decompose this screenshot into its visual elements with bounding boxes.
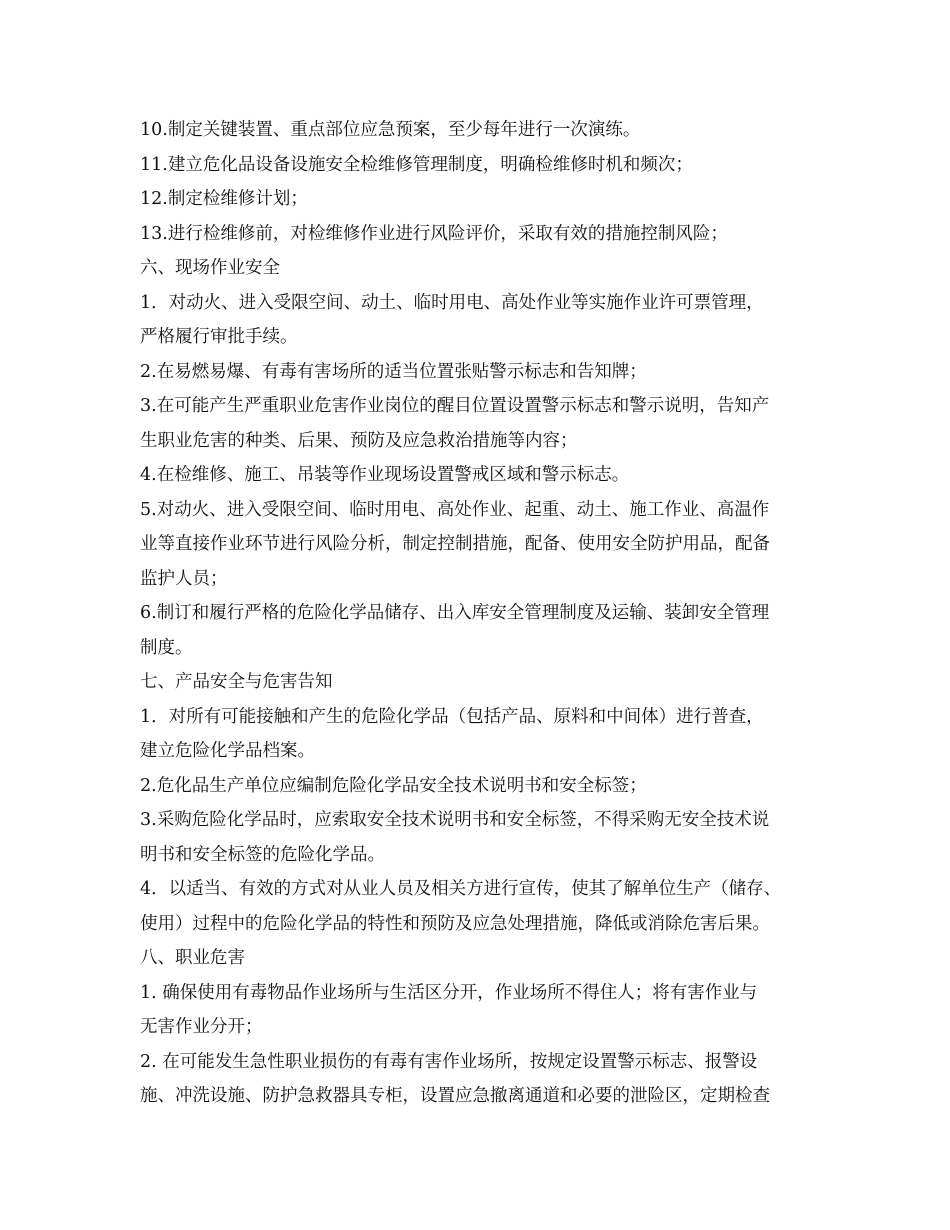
text-line-10: 生职业危害的种类、后果、预防及应急救治措施等内容； — [140, 430, 578, 451]
text-line-16: 制度。 — [140, 637, 193, 658]
text-line-29: 施、冲洗设施、防护急救器具专柜，设置应急撤离通道和必要的泄险区，定期检查 — [140, 1086, 770, 1106]
text-line-26: 1. 确保使用有毒物品作业场所与生活区分开，作业场所不得住人；将有害作业与 — [140, 982, 758, 1003]
text-line-7: 严格履行审批手续。 — [140, 327, 298, 347]
text-line-12: 5.对动火、进入受限空间、临时用电、高处作业、起重、动土、施工作业、高温作 — [140, 499, 770, 520]
text-line-27: 无害作业分开； — [140, 1017, 263, 1037]
text-line-21: 3.采购危险化学品时，应索取安全技术说明书和安全标签，不得采购无安全技术说 — [140, 810, 770, 830]
text-line-24: 使用）过程中的危险化学品的特性和预防及应急处理措施，降低或消除危害后果。 — [140, 913, 770, 934]
text-line-11: 4.在检维修、施工、吊装等作业现场设置警戒区域和警示标志。 — [140, 465, 630, 485]
text-line-18: 1．对所有可能接触和产生的危险化学品（包括产品、原料和中间体）进行普查， — [140, 706, 764, 727]
text-line-23: 4．以适当、有效的方式对从业人员及相关方进行宣传，使其了解单位生产（储存、 — [140, 879, 782, 899]
text-line-13: 业等直接作业环节进行风险分析，制定控制措施，配备、使用安全防护用品，配备 — [140, 534, 770, 554]
text-line-8: 2.在易燃易爆、有毒有害场所的适当位置张贴警示标志和告知牌； — [140, 361, 647, 382]
text-line-15: 6.制订和履行严格的危险化学品储存、出入库安全管理制度及运输、装卸安全管理 — [140, 603, 770, 623]
text-line-28: 2. 在可能发生急性职业损伤的有毒有害作业场所，按规定设置警示标志、报警设 — [140, 1051, 758, 1072]
section-heading-6: 六、现场作业安全 — [140, 258, 280, 278]
document-body — [140, 113, 830, 1114]
section-heading-7: 七、产品安全与危害告知 — [140, 672, 333, 692]
text-line-3: 12.制定检维修计划； — [140, 189, 308, 209]
text-line-4: 13.进行检维修前，对检维修作业进行风险评价，采取有效的措施控制风险； — [140, 223, 728, 244]
text-line-1: 10.制定关键装置、重点部位应急预案，至少每年进行一次演练。 — [140, 120, 641, 140]
text-line-14: 监护人员； — [140, 568, 228, 589]
text-line-2: 11.建立危化品设备设施安全检维修管理制度，明确检维修时机和频次； — [140, 154, 693, 175]
text-line-9: 3.在可能产生严重职业危害作业岗位的醒目位置设置警示标志和警示说明，告知产 — [140, 396, 770, 416]
text-line-6: 1．对动火、进入受限空间、动土、临时用电、高处作业等实施作业许可票管理， — [140, 292, 764, 313]
text-line-20: 2.危化品生产单位应编制危险化学品安全技术说明书和安全标签； — [140, 775, 647, 796]
section-heading-8: 八、职业危害 — [140, 948, 245, 968]
text-line-19: 建立危险化学品档案。 — [140, 741, 315, 761]
text-line-22: 明书和安全标签的危险化学品。 — [140, 844, 385, 865]
